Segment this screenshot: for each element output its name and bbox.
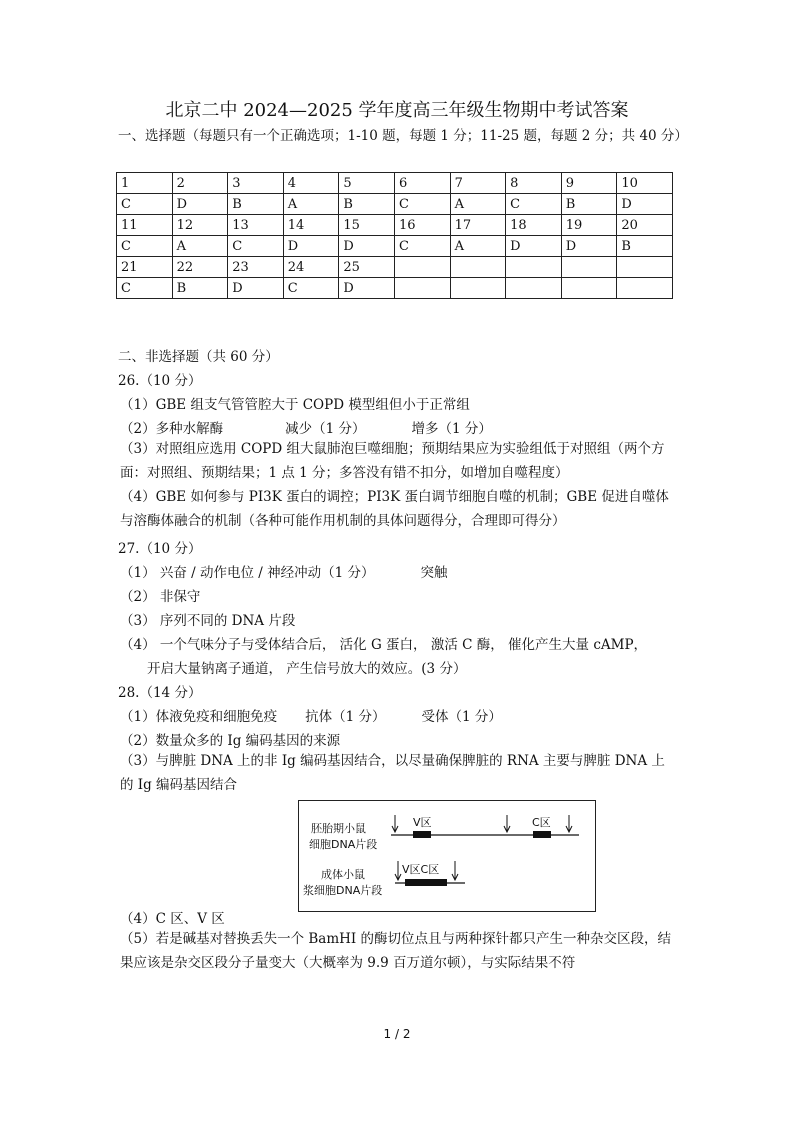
q27-answer-2: （2） 非保守 bbox=[120, 589, 201, 605]
answer-table-cell: 10 bbox=[617, 173, 673, 194]
answer-table-cell: C bbox=[506, 194, 562, 215]
answer-table-cell: D bbox=[283, 236, 339, 257]
answer-table-cell: C bbox=[394, 194, 450, 215]
answer-table-cell: C bbox=[394, 236, 450, 257]
answer-table-cell: 25 bbox=[339, 257, 395, 278]
dna-fragment-diagram bbox=[298, 800, 596, 912]
q28-answer-3: （3）与脾脏 DNA 上的非 Ig 编码基因结合，以尽量确保脾脏的 RNA 主要与脾脏 DNA 上的 Ig 编码基因结合 bbox=[120, 753, 665, 793]
adult-label-line-1: 成体小鼠 bbox=[321, 868, 365, 881]
answer-table-cell: 9 bbox=[561, 173, 617, 194]
answer-table-cell: D bbox=[339, 278, 395, 299]
answer-table-cell: 12 bbox=[172, 215, 228, 236]
answer-table-cell bbox=[506, 278, 562, 299]
q28-answer-1-part-3: 受体（1 分） bbox=[421, 709, 502, 725]
answer-table-cell: 18 bbox=[506, 215, 562, 236]
q26-answer-2 bbox=[120, 417, 492, 437]
answer-table bbox=[116, 172, 673, 299]
answer-table-row bbox=[117, 257, 673, 278]
answer-table-cell: 24 bbox=[283, 257, 339, 278]
answer-table-cell: 16 bbox=[394, 215, 450, 236]
q26-header: 26.（10 分） bbox=[118, 373, 202, 389]
answer-table-cell: D bbox=[506, 236, 562, 257]
q28-header: 28.（14 分） bbox=[118, 685, 202, 701]
answer-table-cell: B bbox=[339, 194, 395, 215]
answer-table-cell: 13 bbox=[228, 215, 284, 236]
v-region-label: V区 bbox=[413, 816, 432, 829]
answer-table-cell: B bbox=[228, 194, 284, 215]
answer-table-cell: 17 bbox=[450, 215, 506, 236]
answer-table-cell bbox=[506, 257, 562, 278]
answer-table-row bbox=[117, 215, 673, 236]
answer-table-row bbox=[117, 278, 673, 299]
q28-answer-1-part-2: 抗体（1 分） bbox=[305, 709, 386, 725]
c-region-label: C区 bbox=[532, 816, 551, 829]
answer-table-cell: C bbox=[228, 236, 284, 257]
answer-table-cell: C bbox=[117, 236, 173, 257]
answer-table-cell bbox=[617, 278, 673, 299]
answer-table-cell: 8 bbox=[506, 173, 562, 194]
answer-table-row bbox=[117, 236, 673, 257]
embryo-c-segment bbox=[533, 831, 551, 838]
page-title: 北京二中 2024—2025 学年度高三年级生物期中考试答案 bbox=[165, 100, 629, 121]
answer-table-cell: 4 bbox=[283, 173, 339, 194]
q26-answer-2-part-2: 减少（1 分） bbox=[285, 421, 366, 437]
q28-answer-1 bbox=[120, 705, 502, 725]
embryo-label-line-1: 胚胎期小鼠 bbox=[311, 822, 366, 835]
answer-table-cell: 3 bbox=[228, 173, 284, 194]
answer-table-cell: 7 bbox=[450, 173, 506, 194]
section-2-heading: 二、非选择题（共 60 分） bbox=[118, 349, 279, 365]
answer-table-cell: 23 bbox=[228, 257, 284, 278]
section-1-heading: 一、选择题（每题只有一个正确选项；1-10 题，每题 1 分；11-25 题，每题 2 分；共 40 分） bbox=[118, 128, 688, 144]
answer-table-cell: A bbox=[450, 194, 506, 215]
answer-table-cell bbox=[450, 257, 506, 278]
q28-answer-5: （5）若是碱基对替换丢失一个 BamHI 的酶切位点且与两种探针都只产生一种杂交区段，结果应该是杂交区段分子量变大（大概率为 9.9 百万道尔顿），与实际结果不符 bbox=[120, 931, 672, 971]
answer-table-cell: 20 bbox=[617, 215, 673, 236]
vc-region-label: V区C区 bbox=[402, 863, 440, 876]
q27-answer-4-line-1: （4） 一个气味分子与受体结合后， 活化 G 蛋白， 激活 C 酶， 催化产生大量 cAMP， bbox=[120, 637, 648, 653]
answer-table-cell: A bbox=[172, 236, 228, 257]
q26-answer-4: （4）GBE 如何参与 PI3K 蛋白的调控；PI3K 蛋白调节细胞自噬的机制；GBE 促进自噬体与溶酶体融合的机制（各种可能作用机制的具体问题得分，合理即可得分） bbox=[120, 489, 669, 529]
q28-answer-1-part-1: （1）体液免疫和细胞免疫 bbox=[120, 709, 278, 725]
answer-table-cell: B bbox=[561, 194, 617, 215]
answer-table-cell: C bbox=[283, 278, 339, 299]
q26-answer-3: （3）对照组应选用 COPD 组大鼠肺泡巨噬细胞；预期结果应为实验组低于对照组（两个方面：对照组、预期结果；1 点 1 分；多答没有错不扣分，如增加自噬程度） bbox=[120, 441, 665, 481]
answer-table-cell: 15 bbox=[339, 215, 395, 236]
answer-table-cell: D bbox=[339, 236, 395, 257]
answer-table-cell: 2 bbox=[172, 173, 228, 194]
answer-table-cell bbox=[394, 278, 450, 299]
q27-answer-4-line-2: 开启大量钠离子通道， 产生信号放大的效应。(3 分） bbox=[147, 661, 467, 677]
page-number: 1 / 2 bbox=[383, 1027, 411, 1041]
answer-table-cell bbox=[394, 257, 450, 278]
answer-table-cell bbox=[561, 257, 617, 278]
answer-table-cell: B bbox=[617, 236, 673, 257]
q26-answer-2-part-1: （2）多种水解酶 bbox=[120, 421, 224, 437]
q27-answer-1-part-2: 突触 bbox=[420, 565, 448, 581]
answer-table-cell: D bbox=[172, 194, 228, 215]
embryo-label-line-2: 细胞DNA片段 bbox=[309, 838, 378, 851]
answer-table-cell bbox=[561, 278, 617, 299]
q27-answer-1-part-1: （1） 兴奋 / 动作电位 / 神经冲动（1 分） bbox=[120, 565, 375, 581]
q27-header: 27.（10 分） bbox=[118, 541, 202, 557]
answer-table-row bbox=[117, 173, 673, 194]
q27-answer-1 bbox=[120, 561, 448, 581]
q28-answer-4: （4）C 区、V 区 bbox=[120, 911, 225, 927]
answer-table-cell: D bbox=[228, 278, 284, 299]
answer-table-cell: 14 bbox=[283, 215, 339, 236]
embryo-v-segment bbox=[413, 831, 431, 838]
answer-table-cell: 22 bbox=[172, 257, 228, 278]
answer-table-cell: D bbox=[561, 236, 617, 257]
answer-table-cell: 11 bbox=[117, 215, 173, 236]
answer-table-cell: A bbox=[283, 194, 339, 215]
answer-table-cell: 6 bbox=[394, 173, 450, 194]
answer-table-cell bbox=[617, 257, 673, 278]
answer-table-cell: B bbox=[172, 278, 228, 299]
answer-table-cell: 21 bbox=[117, 257, 173, 278]
answer-table-cell: D bbox=[617, 194, 673, 215]
q26-answer-1: （1）GBE 组支气管管腔大于 COPD 模型组但小于正常组 bbox=[120, 397, 470, 413]
answer-table-cell: 5 bbox=[339, 173, 395, 194]
answer-table-cell: 1 bbox=[117, 173, 173, 194]
answer-table-row bbox=[117, 194, 673, 215]
answer-table-cell: A bbox=[450, 236, 506, 257]
q27-answer-3: （3） 序列不同的 DNA 片段 bbox=[120, 613, 296, 629]
adult-vc-segment bbox=[405, 879, 447, 886]
answer-table-cell: C bbox=[117, 278, 173, 299]
answer-table-cell bbox=[450, 278, 506, 299]
adult-label-line-2: 浆细胞DNA片段 bbox=[303, 884, 383, 897]
answer-table-cell: C bbox=[117, 194, 173, 215]
q26-answer-2-part-3: 增多（1 分） bbox=[411, 421, 492, 437]
answer-table-cell: 19 bbox=[561, 215, 617, 236]
q28-answer-2: （2）数量众多的 Ig 编码基因的来源 bbox=[120, 733, 341, 749]
